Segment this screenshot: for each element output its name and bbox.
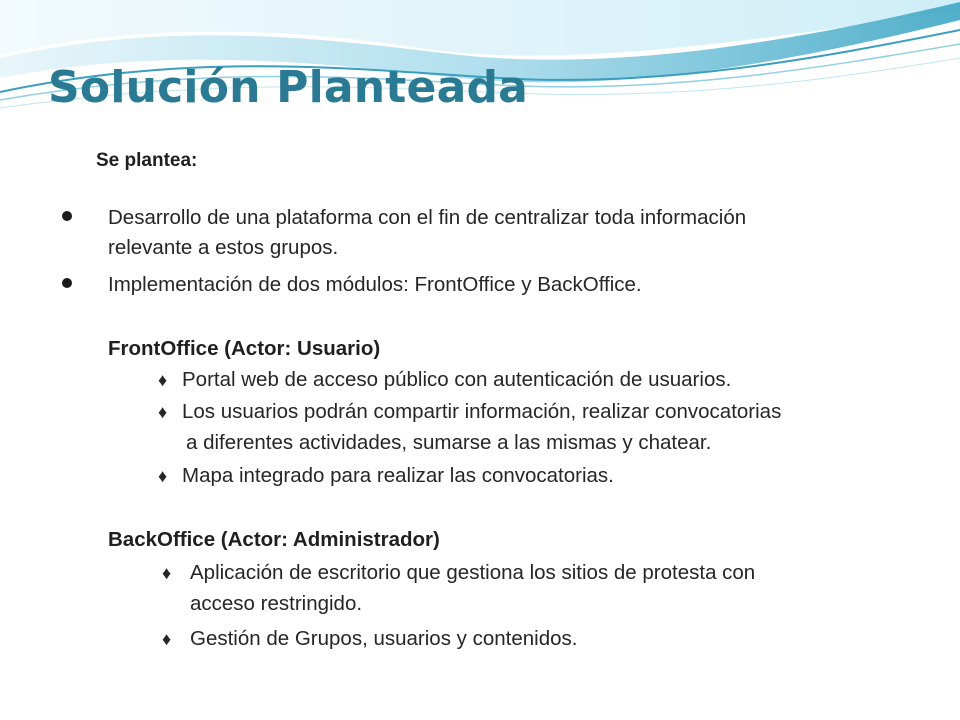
backoffice-item-2: Gestión de Grupos, usuarios y contenidos. — [190, 627, 578, 650]
intro-label: Se plantea: — [96, 150, 198, 171]
diamond-bullet-icon: ♦ — [158, 402, 168, 422]
bullet-1-line-1: Desarrollo de una plataforma con el fin de centralizar toda información — [108, 206, 747, 229]
diamond-bullet-icon: ♦ — [158, 370, 168, 390]
frontoffice-item-2-line-2: a diferentes actividades, sumarse a las mismas y chatear. — [186, 431, 712, 454]
backoffice-item-1-line-1: Aplicación de escritorio que gestiona los sitios de protesta con — [190, 561, 756, 584]
frontoffice-item-1: Portal web de acceso público con autenticación de usuarios. — [182, 368, 732, 391]
backoffice-item-1-line-2: acceso restringido. — [190, 592, 363, 615]
diamond-bullet-icon: ♦ — [162, 629, 172, 649]
bullet-1-line-2: relevante a estos grupos. — [108, 236, 339, 259]
backoffice-heading: BackOffice (Actor: Administrador) — [108, 528, 440, 551]
bullet-2-line-1: Implementación de dos módulos: FrontOffice y BackOffice. — [108, 273, 642, 296]
diamond-bullet-icon: ♦ — [158, 466, 168, 486]
bullet-dot — [62, 278, 72, 288]
slide-title: Solución Planteada — [48, 62, 529, 113]
frontoffice-item-3: Mapa integrado para realizar las convocatorias. — [182, 464, 614, 487]
diamond-bullet-icon: ♦ — [162, 563, 172, 583]
frontoffice-item-2-line-1: Los usuarios podrán compartir información, realizar convocatorias — [182, 400, 782, 423]
frontoffice-heading: FrontOffice (Actor: Usuario) — [108, 337, 381, 360]
bullet-dot — [62, 211, 72, 221]
